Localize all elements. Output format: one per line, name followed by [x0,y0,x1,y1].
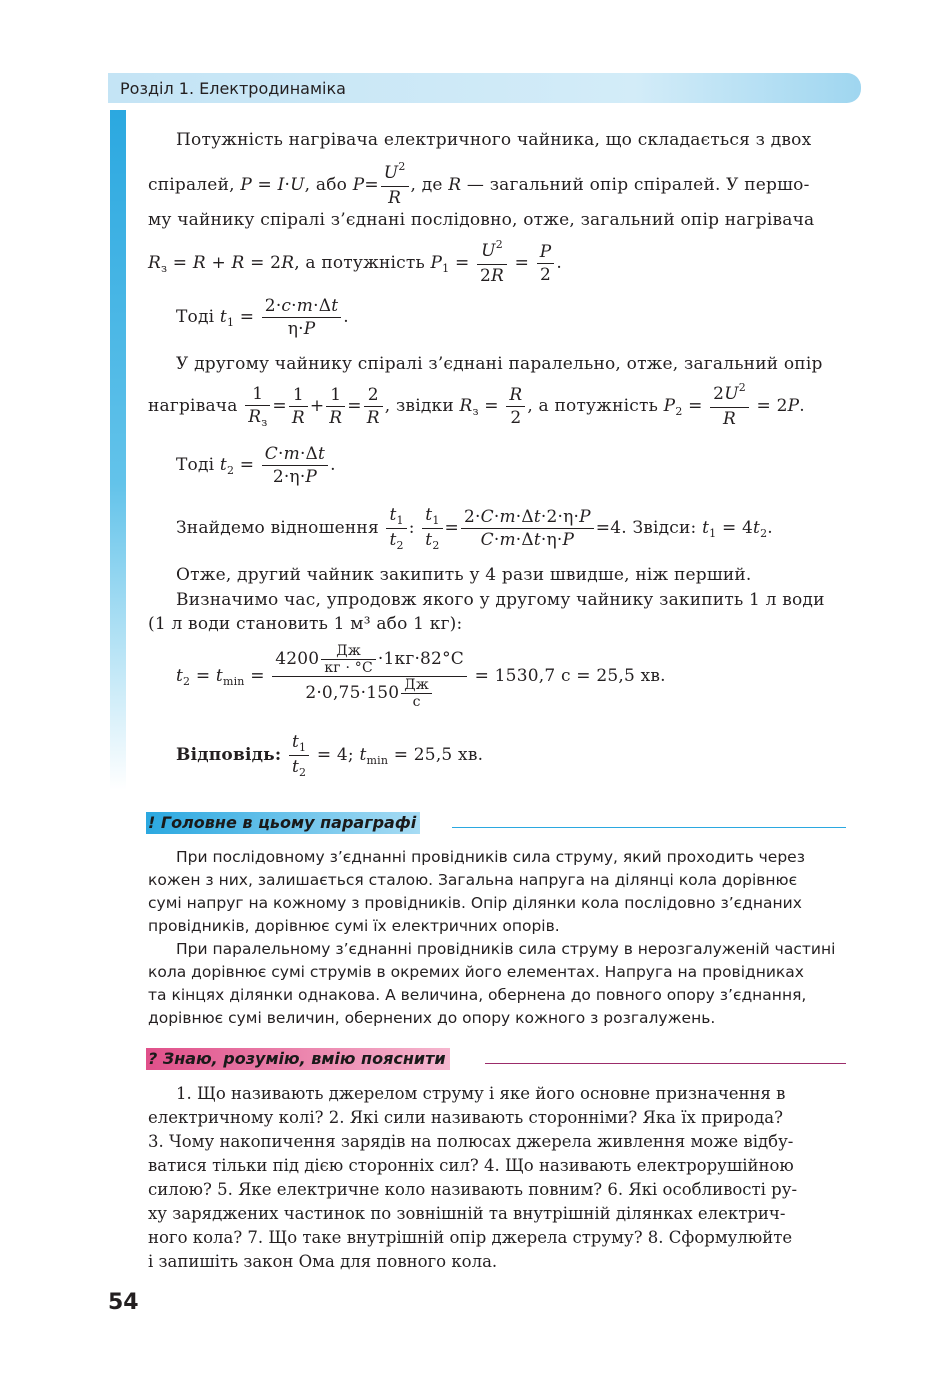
chapter-title: Розділ 1. Електродинаміка [120,79,346,98]
time-one-formula: Тоді $t_1$ = $\frac{2\cdot c\cdot m\cdot\Delta t}{\eta\cdot P}$ . [176,296,349,339]
math: I [277,175,285,195]
series-resistance-line: $R_з = R + R = 2R$, а потужність $P_1$ = $\frac{U^2}{2R}$ = $\frac{P}{2}$ . [148,238,562,286]
fraction: $\frac{2\cdot C\cdot m\cdot\Delta t\cdot 2\cdot\eta\cdot P}{C\cdot m\cdot\Delta t\cdot\eta\cdot P}$ [461,506,594,551]
summary-line: При паралельному з’єднанні провідників сила струму в нерозгалуженій частині [176,940,836,958]
summary-line: кола дорівнює сумі струмів в окремих його елементах. Напруга на провідниках [148,963,804,981]
solution-line: У другому чайнику спіралі з’єднані паралельно, отже, загальний опір [176,354,823,374]
text-fragment: , звідки [384,396,454,416]
summary-line: сумі напруг на кожному з провідників. Опір ділянки кола послідовно з’єднаних [148,894,802,912]
summary-section-title: ! Головне в цьому параграфі [146,812,420,834]
questions-section-title: ? Знаю, розумію, вмію пояснити [146,1048,450,1070]
fraction: $\frac{1}{R_з}$ [245,383,270,430]
fraction: $\frac{U^2}{R}$ [381,162,409,209]
fraction: $\frac{2\cdot c\cdot m\cdot\Delta t}{\eta\cdot P}$ [262,295,341,340]
fraction: $\frac{t_1}{t_2}$ [386,504,406,553]
questions-title-rule [485,1063,846,1064]
margin-accent-bar [110,110,126,790]
text-fragment: , де [410,175,449,195]
page-number: 54 [108,1290,139,1315]
text-fragment: = 1530,7 с = 25,5 хв. [474,666,666,686]
fraction: $\frac{1}{R}$ [289,384,308,429]
text-fragment: = 4; [316,745,354,765]
fraction: $\frac{C\cdot m\cdot\Delta t}{2\cdot\eta\cdot P}$ [262,443,328,488]
question-line: 3. Чому накопичення зарядів на полюсах джерела живлення може відбу- [148,1132,794,1151]
fraction: 4200 $\frac{Дж}{кг \cdot ^\circ С}$ ·1кг·82°С 2·0,75·150 $\frac{Дж}{с}$ [272,643,467,710]
summary-line: При послідовному з’єднанні провідників сила струму, який проходить через [176,848,805,866]
question-line: 1. Що називають джерелом струму і яке його основне призначення в [176,1084,786,1103]
question-line: ватися тільки під дією сторонніх сил? 4. Що називають електрорушійною [148,1156,794,1175]
text-fragment: — загальний опір спіралей. У першо- [461,175,810,195]
text-fragment: спіралей, [148,175,241,195]
text-fragment: Тоді [176,455,215,475]
question-line: ху заряджених частинок по зовнішній та внутрішній ділянках електрич- [148,1204,786,1223]
text-fragment: , або [304,175,348,195]
fraction: $\frac{t_1}{t_2}$ [289,731,309,780]
fraction: $\frac{R}{2}$ [506,384,525,429]
fraction: $\frac{2}{R}$ [364,384,383,429]
question-line: електричному колі? 2. Які сили називають сторонніми? Яка їх природа? [148,1108,783,1127]
answer-label: Відповідь: [176,745,282,765]
math: P [352,175,365,195]
text-fragment: Знайдемо відношення [176,518,379,538]
text-fragment: = 25,5 хв. [393,745,484,765]
ratio-line: Знайдемо відношення $\frac{t_1}{t_2}$ : $\frac{t_1}{t_2}$ = $\frac{2\cdot C\cdot m\cdot\Delta t\cdot 2\cdot\eta\cdot P}{C\cdot m\cdot\Delta t\cdot\eta\cdot P}$ =4. Звідси: $t_1 = 4t_2$. [176,505,773,552]
text-fragment: . Звідси: [621,518,697,538]
time-two-formula: Тоді $t_2$ = $\frac{C\cdot m\cdot\Delta t}{2\cdot\eta\cdot P}$ . [176,444,336,487]
text-fragment: Тоді [176,307,215,327]
fraction: $\frac{1}{R}$ [326,384,345,429]
solution-line: му чайнику спіралі з’єднані послідовно, отже, загальний опір нагрівача [148,210,815,230]
question-line: силою? 5. Яке електричне коло називають повним? 6. Які особливості ру- [148,1180,798,1199]
fraction: $\frac{t_1}{t_2}$ [422,504,442,553]
summary-line: кожен з них, залишається сталою. Загальна напруга на ділянці кола дорівнює [148,871,798,889]
math: R [448,175,462,195]
answer-line: Відповідь: $\frac{t_1}{t_2}$ = 4; $t_{min} = 25,5$ хв. [176,732,484,779]
fraction: $\frac{U^2}{2R}$ [477,240,507,287]
question-line: і запишіть закон Ома для повного кола. [148,1252,498,1271]
math: U [290,175,305,195]
text-fragment: нагрівача [148,396,238,416]
summary-line: дорівнює сумі величин, обернених до опору кожного з розгалужень. [148,1009,716,1027]
text-fragment: , а потужність [527,396,659,416]
fraction: $\frac{2U^2}{R}$ [710,383,749,430]
solution-line: Потужність нагрівача електричного чайника, що складається з двох [176,130,812,150]
fraction: $\frac{P}{2}$ [537,241,555,286]
power-formula-line: спіралей, P = I·U, або P= $\frac{U^2}{R}$ , де R — загальний опір спіралей. У першо- [148,160,810,208]
parallel-resistance-line: нагрівача $\frac{1}{R_з}$ = $\frac{1}{R}$ + $\frac{1}{R}$ = $\frac{2}{R}$ , звідки $R_з$ = $\frac{R}{2}$ , а потужність $P_2$ = $\frac{2U^2}{R}$ = 2P. [148,381,805,429]
solution-line: Отже, другий чайник закипить у 4 рази швидше, ніж перший. [176,565,752,585]
summary-title-rule [452,827,846,828]
solution-line: Визначимо час, упродовж якого у другому чайнику закипить 1 л води [176,590,825,610]
question-line: ного кола? 7. Що таке внутрішній опір джерела струму? 8. Сформулюйте [148,1228,793,1247]
solution-line: (1 л води становить 1 м³ або 1 кг): [148,614,463,634]
summary-line: провідників, дорівнює сумі їх електричних опорів. [148,917,560,935]
summary-line: та кінцях ділянки однакова. А величина, обернена до повного опору з’єднання, [148,986,807,1004]
time-calculation: $t_2 = t_{min}$ = 4200 $\frac{Дж}{кг \cdot ^\circ С}$ ·1кг·82°С 2·0,75·150 $\frac{Дж}{с}$ = 1530,7 с = 25,5 хв. [176,643,666,710]
math: P [240,175,252,195]
text-fragment: , а потужність [294,253,425,273]
